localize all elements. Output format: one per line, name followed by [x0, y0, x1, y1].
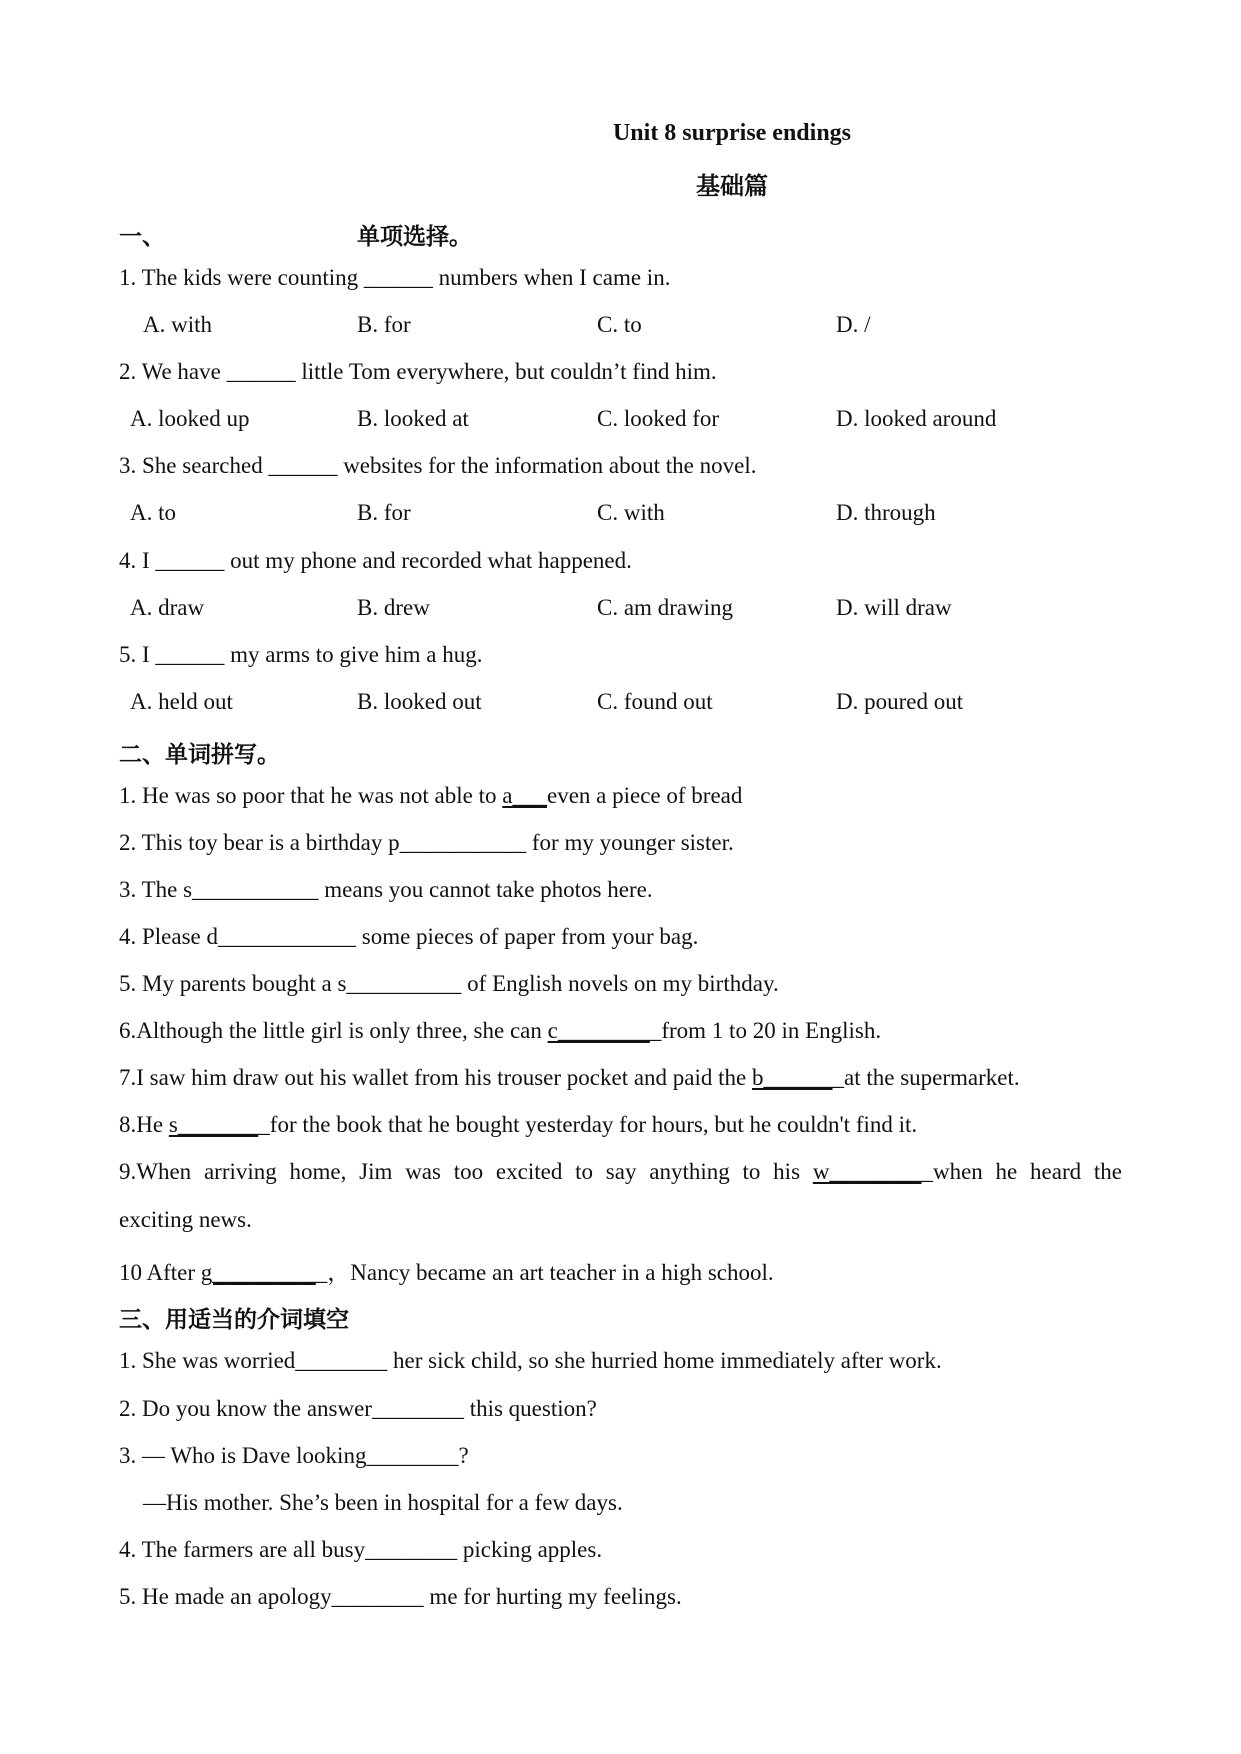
spelling-9-blank-2: ______: [852, 1159, 922, 1184]
spelling-10-text-end: _，Nancy became an art teacher in a high school.: [315, 1260, 774, 1285]
q1-option-d: D. /: [836, 312, 871, 337]
q5-option-d: D. poured out: [836, 689, 964, 714]
preposition-3: 3. — Who is Dave looking________?: [119, 1443, 469, 1468]
q4-option-a: A. draw: [130, 595, 205, 620]
q2-option-d: D. looked around: [836, 406, 997, 431]
question-3: 3. She searched ______ websites for the information about the novel.: [119, 453, 757, 478]
spelling-4: 4. Please d____________ some pieces of paper from your bag.: [119, 924, 699, 949]
preposition-1: 1. She was worried________ her sick child, so she hurried home immediately after work.: [119, 1348, 942, 1373]
q1-option-a: A. with: [143, 312, 212, 337]
preposition-4: 4. The farmers are all busy________ picking apples.: [119, 1537, 603, 1562]
question-4: 4. I ______ out my phone and recorded what happened.: [119, 548, 632, 573]
section3-heading: 三、用适当的介词填空: [119, 1307, 349, 1333]
q4-option-b: B. drew: [357, 595, 430, 620]
preposition-3-answer: —His mother. She’s been in hospital for a few days.: [143, 1490, 623, 1515]
spelling-7-blank: b______: [752, 1065, 833, 1090]
question-2: 2. We have ______ little Tom everywhere, but couldn’t find him.: [119, 359, 717, 384]
spelling-1-text: 1. He was so poor that he was not able to: [119, 783, 503, 808]
q2-option-b: B. looked at: [357, 406, 469, 431]
q3-option-a: A. to: [130, 500, 176, 525]
spelling-1: [119, 783, 742, 809]
spelling-9-text: 9.When arriving home, Jim was too excited to say anything to his: [119, 1159, 813, 1184]
section2-heading: 二、单词拼写。: [119, 742, 280, 768]
question-5: 5. I ______ my arms to give him a hug.: [119, 642, 483, 667]
q5-option-c: C. found out: [597, 689, 713, 714]
spelling-9-text-end: _when he heard the: [921, 1159, 1123, 1184]
page-title: Unit 8 surprise endings: [612, 120, 852, 146]
q5-option-b: B. looked out: [357, 689, 482, 714]
spelling-6-blank: c________: [547, 1018, 650, 1043]
page-subtitle: 基础篇: [696, 172, 768, 200]
q3-option-c: C. with: [597, 500, 665, 525]
preposition-5: 5. He made an apology________ me for hurting my feelings.: [119, 1584, 682, 1609]
spelling-1-blank: a___: [502, 783, 547, 808]
spelling-6-text-end: _from 1 to 20 in English.: [649, 1018, 882, 1043]
preposition-2: 2. Do you know the answer________ this question?: [119, 1396, 597, 1421]
spelling-8: [119, 1112, 917, 1138]
q4-option-d: D. will draw: [836, 595, 952, 620]
spelling-5: 5. My parents bought a s__________ of English novels on my birthday.: [119, 971, 779, 996]
q3-option-d: D. through: [836, 500, 936, 525]
spelling-1-text-end: even a piece of bread: [546, 783, 743, 808]
spelling-7-text: 7.I saw him draw out his wallet from his trouser pocket and paid the: [119, 1065, 752, 1090]
spelling-6-text: 6.Although the little girl is only three, she can: [119, 1018, 548, 1043]
q5-option-a: A. held out: [130, 689, 233, 714]
q2-option-a: A. looked up: [130, 406, 250, 431]
spelling-8-blank: s_______: [168, 1112, 259, 1137]
q4-option-c: C. am drawing: [597, 595, 734, 620]
q1-option-b: B. for: [357, 312, 411, 337]
spelling-9: [119, 1159, 1122, 1185]
spelling-10: [119, 1254, 774, 1287]
spelling-2: 2. This toy bear is a birthday p___________ for my younger sister.: [119, 830, 734, 855]
q1-option-c: C. to: [597, 312, 642, 337]
spelling-8-text: 8.He: [119, 1112, 169, 1137]
spelling-10-text: 10 After: [119, 1260, 201, 1285]
spelling-10-blank: g_________: [200, 1260, 316, 1285]
spelling-3: 3. The s___________ means you cannot take photos here.: [119, 877, 653, 902]
spelling-7-text-end: _at the supermarket.: [832, 1065, 1020, 1090]
q3-option-b: B. for: [357, 500, 411, 525]
spelling-7: [119, 1065, 1020, 1091]
q2-option-c: C. looked for: [597, 406, 720, 431]
question-1: 1. The kids were counting ______ numbers when I came in.: [119, 265, 671, 290]
spelling-9-continued: exciting news.: [119, 1207, 252, 1232]
section1-number: 一、: [119, 224, 165, 250]
section1-heading: 单项选择。: [357, 224, 472, 250]
spelling-8-text-end: _for the book that he bought yesterday for hours, but he couldn't find it.: [258, 1112, 918, 1137]
spelling-9-blank: w__: [812, 1159, 853, 1184]
spelling-6: [119, 1018, 881, 1044]
